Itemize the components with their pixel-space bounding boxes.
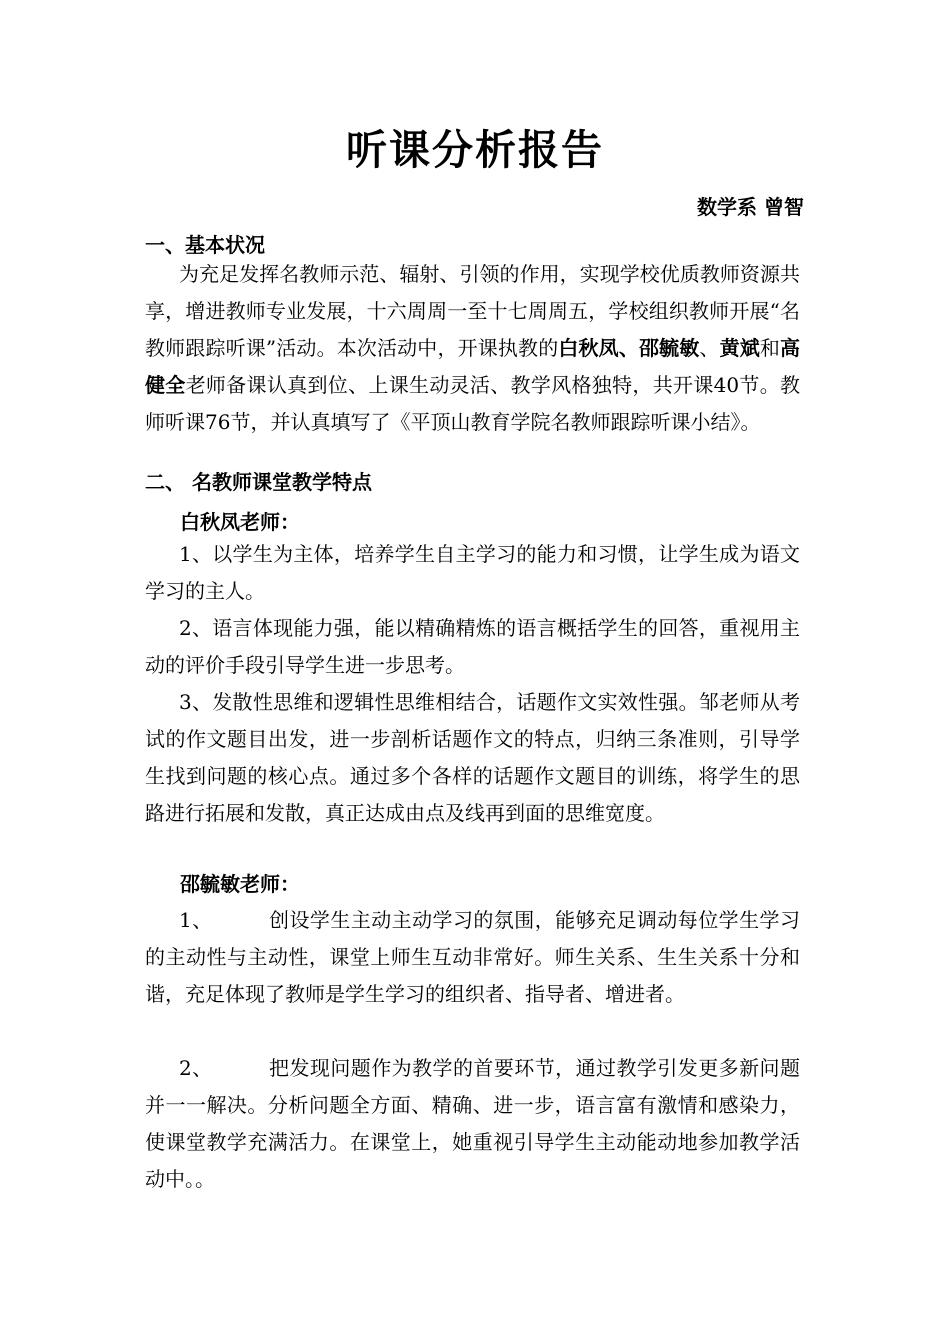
point-text: 把发现问题作为教学的首要环节，通过教学引发更多新问题并一一解决。分析问题全方面、精确、进一步，语言富有激情和感染力，使课堂教学充满活力。在课堂上，她重视引导学生主动能动地参加教学活动中。。	[145, 1056, 800, 1191]
teacher-name-gao: 高健全	[145, 336, 801, 397]
bai-point-2: 2、语言体现能力强，能以精确精炼的语言概括学生的回答，重视用主动的评价手段引导学生进一步思考。	[145, 616, 800, 677]
teacher-heading-bai: 白秋凤老师：	[180, 510, 300, 534]
teacher-heading-shao: 邵毓敏老师：	[180, 872, 300, 896]
point-text: 创设学生主动主动学习的氛围，能够充足调动每位学生学习的主动性与主动性，课堂上师生互动非常好。师生关系、生生关系十分和谐，充足体现了教师是学生学习的组织者、指导者、增进者。	[145, 908, 800, 1006]
document-title: 听课分析报告	[346, 126, 604, 174]
name-separator: 和	[759, 336, 781, 360]
teacher-name-bai: 白秋凤	[558, 336, 619, 360]
paragraph-text: 老师备课认真到位、上课生动灵活、教学风格独特，共开课40节。教师听课76节，并认真填写了《平顶山教育学院名教师跟踪听课小结》。	[145, 373, 801, 434]
name-separator: 、	[618, 336, 639, 360]
paragraph-text: 为充足发挥名教师示范、辐射、引领的作用，实现学校优质教师资源共享，增进教师专业发展，十六周周一至十七周周五，学校组织教师开展“名教师跟踪听课”活动。本次活动中，开课执教的	[145, 262, 800, 360]
shao-point-2	[145, 1050, 800, 1198]
section-heading-features: 二、 名教师课堂教学特点	[145, 470, 372, 494]
point-number: 2、	[179, 1056, 213, 1080]
shao-point-1	[145, 902, 800, 1013]
point-number: 1、	[179, 908, 213, 932]
document-author: 数学系 曾智	[697, 195, 804, 219]
section-basic-paragraph	[145, 256, 800, 441]
teacher-name-huang: 黄斌	[719, 336, 760, 360]
teacher-name-shao: 邵毓敏	[638, 336, 700, 360]
bai-point-3: 3、发散性思维和逻辑性思维相结合，话题作文实效性强。邹老师从考试的作文题目出发，进一步剖析话题作文的特点，归纳三条准则，引导学生找到问题的核心点。通过多个各样的话题作文题目的训练，将学生的思路进行拓展和发散，真正达成由点及线再到面的思维宽度。	[145, 690, 800, 825]
bai-point-1: 1、以学生为主体，培养学生自主学习的能力和习惯，让学生成为语文学习的主人。	[145, 542, 800, 603]
name-separator: 、	[699, 336, 720, 360]
section-heading-basic: 一、基本状况	[145, 233, 265, 257]
